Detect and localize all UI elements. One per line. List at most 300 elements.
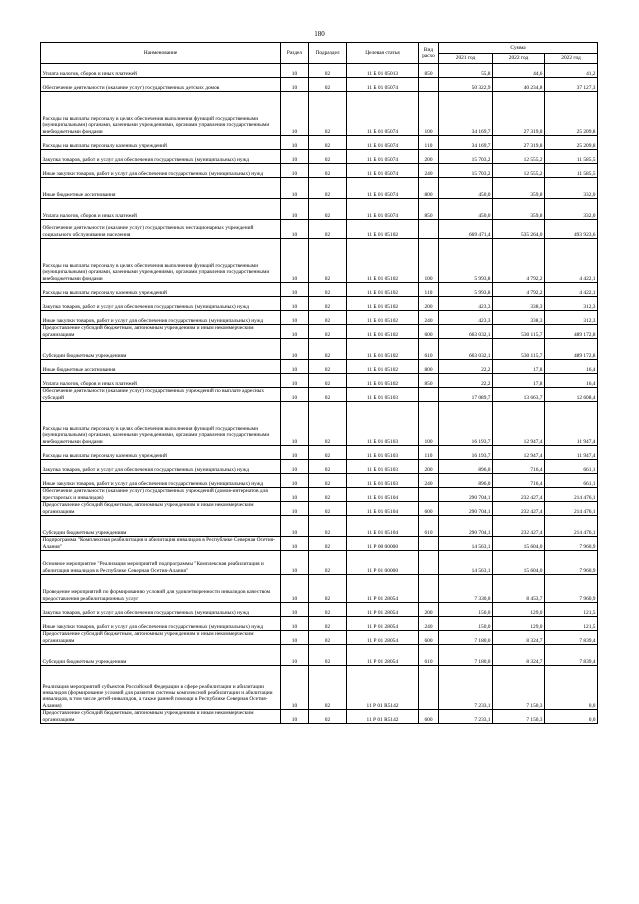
row-podrazdel: 02 xyxy=(309,575,347,603)
row-razdel: 10 xyxy=(281,603,309,617)
row-article: 11 Б 01 05074 xyxy=(347,164,419,178)
row-podrazdel: 02 xyxy=(309,311,347,325)
row-article: 11 Р 01 28054 xyxy=(347,617,419,631)
row-razdel: 10 xyxy=(281,64,309,78)
row-name: Закупка товаров, работ и услуг для обеспечения государственных (муниципальных) нужд xyxy=(41,603,281,617)
row-vid: 850 xyxy=(419,199,439,220)
row-article: 11 Б 01 05103 xyxy=(347,388,419,402)
row-razdel: 10 xyxy=(281,199,309,220)
row-podrazdel: 02 xyxy=(309,516,347,537)
row-vid: 110 xyxy=(419,446,439,460)
page-number: 180 xyxy=(314,30,325,38)
row-sum-2022b: 11 947,4 xyxy=(545,446,598,460)
row-article: 11 Б 01 05074 xyxy=(347,150,419,164)
row-podrazdel: 02 xyxy=(309,239,347,283)
row-podrazdel: 02 xyxy=(309,297,347,311)
table-row xyxy=(41,474,598,488)
row-sum-2022b: 11 585,5 xyxy=(545,164,598,178)
row-sum-2021: 5 993,8 xyxy=(439,239,493,283)
row-name: Подпрограмма "Комплексная реабилитация и абилитация инвалидов в Республике Северная Осетия-Алания" xyxy=(41,537,281,551)
row-sum-2022: 15 604,0 xyxy=(493,537,545,551)
row-sum-2022b: 312,3 xyxy=(545,311,598,325)
table-body xyxy=(41,64,598,724)
row-razdel: 10 xyxy=(281,645,309,666)
row-vid: 600 xyxy=(419,325,439,339)
table-row xyxy=(41,283,598,297)
row-podrazdel: 02 xyxy=(309,460,347,474)
row-vid: 100 xyxy=(419,239,439,283)
row-name: Иные бюджетные ассигнования xyxy=(41,178,281,199)
row-name: Иные закупки товаров, работ и услуг для обеспечения государственных (муниципальных) нужд xyxy=(41,474,281,488)
row-article: 11 Р 01 28054 xyxy=(347,645,419,666)
row-article: 11 Р 01 28054 xyxy=(347,603,419,617)
row-sum-2021: 669 471,4 xyxy=(439,220,493,239)
row-sum-2022b: 7 960,9 xyxy=(545,537,598,551)
row-sum-2022b: 489 172,8 xyxy=(545,339,598,360)
row-vid: 110 xyxy=(419,283,439,297)
table-row xyxy=(41,388,598,402)
row-article: 11 Б 01 05102 xyxy=(347,339,419,360)
row-name: Иные закупки товаров, работ и услуг для обеспечения государственных (муниципальных) нужд xyxy=(41,164,281,178)
row-name: Обеспечение деятельности (оказание услуг) государственных детских домов xyxy=(41,78,281,92)
row-vid xyxy=(419,488,439,502)
row-sum-2022b: 493 923,6 xyxy=(545,220,598,239)
row-razdel: 10 xyxy=(281,164,309,178)
row-sum-2021: 7 180,0 xyxy=(439,631,493,645)
row-sum-2021: 5 993,8 xyxy=(439,283,493,297)
row-sum-2021: 15 703,2 xyxy=(439,150,493,164)
row-name: Предоставление субсидий бюджетным, автономным учреждениям и иным некоммерческим организациям xyxy=(41,502,281,516)
row-sum-2022b: 661,1 xyxy=(545,460,598,474)
table-row xyxy=(41,374,598,388)
row-podrazdel: 02 xyxy=(309,199,347,220)
row-name: Иные закупки товаров, работ и услуг для обеспечения государственных (муниципальных) нужд xyxy=(41,617,281,631)
row-sum-2022: 44,6 xyxy=(493,64,545,78)
row-vid: 800 xyxy=(419,360,439,374)
row-podrazdel: 02 xyxy=(309,603,347,617)
row-vid xyxy=(419,537,439,551)
row-sum-2022: 13 663,7 xyxy=(493,388,545,402)
row-razdel: 10 xyxy=(281,78,309,92)
row-sum-2022b: 7 839,4 xyxy=(545,645,598,666)
row-podrazdel: 02 xyxy=(309,78,347,92)
row-razdel: 10 xyxy=(281,575,309,603)
row-name: Реализация мероприятий субъектов Российской Федерации в сфере реабилитации и абилитации инвалидов (формирование условий для развития системы комплексной реабилитации и абилитации инвалидов, в том числе детей-инвалидов, а также ранней помощи в Республике Северная Осетия-Алания) xyxy=(41,666,281,710)
row-article: 11 Б 01 05074 xyxy=(347,199,419,220)
row-sum-2022: 27 319,8 xyxy=(493,136,545,150)
row-sum-2021: 14 563,1 xyxy=(439,537,493,551)
row-sum-2022: 232 427,4 xyxy=(493,516,545,537)
table-row xyxy=(41,78,598,92)
row-razdel: 10 xyxy=(281,666,309,710)
row-sum-2021: 663 032,1 xyxy=(439,339,493,360)
row-sum-2022: 12 947,4 xyxy=(493,402,545,446)
table-row xyxy=(41,164,598,178)
row-sum-2022b: 37 127,3 xyxy=(545,78,598,92)
row-razdel: 10 xyxy=(281,239,309,283)
row-podrazdel: 02 xyxy=(309,150,347,164)
row-sum-2021: 150,0 xyxy=(439,617,493,631)
row-sum-2022: 359,8 xyxy=(493,199,545,220)
row-article: 11 Б 01 05103 xyxy=(347,474,419,488)
row-razdel: 10 xyxy=(281,283,309,297)
row-name: Расходы на выплаты персоналу в целях обеспечения выполнения функций государственными (муниципальными) органами, казенными учреждениями, органами управления государственными внебюджетными фондами xyxy=(41,402,281,446)
row-article: 11 Б 01 05102 xyxy=(347,360,419,374)
table-row xyxy=(41,239,598,283)
row-podrazdel: 02 xyxy=(309,617,347,631)
row-vid xyxy=(419,666,439,710)
row-sum-2021: 7 233,1 xyxy=(439,710,493,724)
row-podrazdel: 02 xyxy=(309,446,347,460)
row-sum-2021: 22,2 xyxy=(439,374,493,388)
table-row xyxy=(41,551,598,575)
row-article: 11 Б 01 05102 xyxy=(347,297,419,311)
row-sum-2021: 15 703,2 xyxy=(439,164,493,178)
row-razdel: 10 xyxy=(281,516,309,537)
row-razdel: 10 xyxy=(281,311,309,325)
row-vid: 100 xyxy=(419,92,439,136)
table-row xyxy=(41,150,598,164)
table-row xyxy=(41,64,598,78)
row-podrazdel: 02 xyxy=(309,339,347,360)
row-sum-2021: 17 089,7 xyxy=(439,388,493,402)
row-vid xyxy=(419,551,439,575)
row-razdel: 10 xyxy=(281,488,309,502)
table-row xyxy=(41,631,598,645)
row-name: Расходы на выплаты персоналу в целях обеспечения выполнения функций государственными (муниципальными) органами, казенными учреждениями, органами управления государственными внебюджетными фондами xyxy=(41,239,281,283)
header-2022: 2022 год xyxy=(493,54,545,64)
row-name: Основное мероприятие "Реализация мероприятий подпрограммы "Комплексная реабилитация и абилитация инвалидов в Республике Северная Осетия-Алания" xyxy=(41,551,281,575)
row-name: Проведение мероприятий по формированию условий для удовлетворенности инвалидов качеством предоставления реабилитационных услуг xyxy=(41,575,281,603)
row-sum-2021: 22,2 xyxy=(439,360,493,374)
row-sum-2022b: 11 585,5 xyxy=(545,150,598,164)
row-podrazdel: 02 xyxy=(309,488,347,502)
table-row xyxy=(41,488,598,502)
row-name: Уплата налогов, сборов и иных платежей xyxy=(41,199,281,220)
row-sum-2022: 338,3 xyxy=(493,311,545,325)
row-sum-2022b: 7 839,4 xyxy=(545,631,598,645)
row-name: Уплата налогов, сборов и иных платежей xyxy=(41,64,281,78)
row-sum-2022: 17,8 xyxy=(493,374,545,388)
row-vid: 610 xyxy=(419,645,439,666)
row-sum-2022: 15 604,0 xyxy=(493,551,545,575)
table-row xyxy=(41,603,598,617)
row-vid: 200 xyxy=(419,603,439,617)
row-vid: 200 xyxy=(419,150,439,164)
row-razdel: 10 xyxy=(281,388,309,402)
row-razdel: 10 xyxy=(281,150,309,164)
row-sum-2022b: 25 209,8 xyxy=(545,136,598,150)
row-podrazdel: 02 xyxy=(309,136,347,150)
row-article: 11 Б 01 05102 xyxy=(347,220,419,239)
row-article: 11 Б 01 05103 xyxy=(347,402,419,446)
row-sum-2022: 232 427,4 xyxy=(493,502,545,516)
row-vid: 850 xyxy=(419,64,439,78)
row-article: 11 Р 01 R5142 xyxy=(347,710,419,724)
row-sum-2022: 4 792,2 xyxy=(493,239,545,283)
row-podrazdel: 02 xyxy=(309,164,347,178)
row-article: 11 Б 01 05104 xyxy=(347,488,419,502)
row-article: 11 Б 01 05103 xyxy=(347,460,419,474)
row-sum-2022b: 0,0 xyxy=(545,710,598,724)
row-sum-2022b: 12 608,4 xyxy=(545,388,598,402)
row-sum-2021: 16 193,7 xyxy=(439,402,493,446)
row-podrazdel: 02 xyxy=(309,178,347,199)
row-article: 11 Б 01 05074 xyxy=(347,136,419,150)
row-sum-2022b: 312,3 xyxy=(545,297,598,311)
row-sum-2022b: 41,2 xyxy=(545,64,598,78)
row-podrazdel: 02 xyxy=(309,631,347,645)
row-sum-2022: 530 115,7 xyxy=(493,325,545,339)
row-sum-2022: 716,4 xyxy=(493,474,545,488)
row-vid: 240 xyxy=(419,311,439,325)
row-sum-2022: 359,8 xyxy=(493,178,545,199)
row-sum-2021: 450,0 xyxy=(439,178,493,199)
row-vid: 100 xyxy=(419,402,439,446)
row-sum-2022: 535 264,0 xyxy=(493,220,545,239)
row-razdel: 10 xyxy=(281,631,309,645)
row-sum-2022: 716,4 xyxy=(493,460,545,474)
header-name: Наименование xyxy=(41,43,281,64)
row-sum-2022: 129,0 xyxy=(493,603,545,617)
row-sum-2021: 7 233,1 xyxy=(439,666,493,710)
table-row xyxy=(41,92,598,136)
row-vid: 240 xyxy=(419,164,439,178)
row-article: 11 Б 01 05102 xyxy=(347,239,419,283)
row-vid: 200 xyxy=(419,297,439,311)
row-name: Расходы на выплаты персоналу казенных учреждений xyxy=(41,446,281,460)
row-razdel: 10 xyxy=(281,325,309,339)
row-sum-2022: 12 555,2 xyxy=(493,164,545,178)
row-sum-2022b: 4 422,1 xyxy=(545,283,598,297)
row-sum-2022b: 214 476,1 xyxy=(545,516,598,537)
row-name: Обеспечение деятельности (оказание услуг) государственных учреждений (домов-интернатов для престарелых и инвалидов) xyxy=(41,488,281,502)
row-sum-2022: 40 234,8 xyxy=(493,78,545,92)
row-vid: 800 xyxy=(419,178,439,199)
table-row xyxy=(41,360,598,374)
row-name: Расходы на выплаты персоналу казенных учреждений xyxy=(41,136,281,150)
row-name: Субсидии бюджетным учреждениям xyxy=(41,339,281,360)
row-sum-2021: 290 704,1 xyxy=(439,488,493,502)
row-article: 11 Б 01 05104 xyxy=(347,502,419,516)
row-razdel: 10 xyxy=(281,339,309,360)
table-row xyxy=(41,666,598,710)
row-podrazdel: 02 xyxy=(309,645,347,666)
table-row xyxy=(41,446,598,460)
row-podrazdel: 02 xyxy=(309,388,347,402)
table-row xyxy=(41,402,598,446)
row-razdel: 10 xyxy=(281,178,309,199)
table-row xyxy=(41,537,598,551)
table-row xyxy=(41,178,598,199)
row-sum-2021: 150,0 xyxy=(439,603,493,617)
row-article: 11 Б 01 05074 xyxy=(347,78,419,92)
row-vid: 600 xyxy=(419,631,439,645)
row-podrazdel: 02 xyxy=(309,502,347,516)
row-sum-2021: 50 322,9 xyxy=(439,78,493,92)
row-podrazdel: 02 xyxy=(309,537,347,551)
table-row xyxy=(41,617,598,631)
row-name: Уплата налогов, сборов и иных платежей xyxy=(41,374,281,388)
row-sum-2022b: 25 209,8 xyxy=(545,92,598,136)
row-sum-2021: 55,8 xyxy=(439,64,493,78)
row-article: 11 Б 01 05074 xyxy=(347,92,419,136)
row-podrazdel: 02 xyxy=(309,474,347,488)
row-sum-2021: 290 704,1 xyxy=(439,502,493,516)
row-article: 11 Б 01 05102 xyxy=(347,325,419,339)
row-sum-2022b: 214 476,1 xyxy=(545,502,598,516)
header-razdel: Раздел xyxy=(281,43,309,64)
header-sum: Сумма xyxy=(439,43,598,54)
row-vid: 850 xyxy=(419,374,439,388)
table-row xyxy=(41,220,598,239)
row-article: 11 Р 00 00000 xyxy=(347,537,419,551)
row-name: Расходы на выплаты персоналу казенных учреждений xyxy=(41,283,281,297)
row-vid xyxy=(419,78,439,92)
row-sum-2022: 530 115,7 xyxy=(493,339,545,360)
row-name: Предоставление субсидий бюджетным, автономным учреждениям и иным некоммерческим организациям xyxy=(41,631,281,645)
table-row xyxy=(41,710,598,724)
row-razdel: 10 xyxy=(281,402,309,446)
row-razdel: 10 xyxy=(281,220,309,239)
row-article: 11 Б 01 05103 xyxy=(347,446,419,460)
table-row xyxy=(41,460,598,474)
row-name: Предоставление субсидий бюджетным, автономным учреждениям и иным некоммерческим организациям xyxy=(41,710,281,724)
row-name: Закупка товаров, работ и услуг для обеспечения государственных (муниципальных) нужд xyxy=(41,150,281,164)
row-sum-2022b: 11 947,4 xyxy=(545,402,598,446)
row-vid: 610 xyxy=(419,516,439,537)
row-vid xyxy=(419,388,439,402)
row-podrazdel: 02 xyxy=(309,283,347,297)
row-sum-2021: 14 563,1 xyxy=(439,551,493,575)
row-sum-2021: 663 032,1 xyxy=(439,325,493,339)
row-razdel: 10 xyxy=(281,297,309,311)
table-row xyxy=(41,516,598,537)
row-article: 11 Б 01 05074 xyxy=(347,178,419,199)
row-sum-2022b: 214 476,1 xyxy=(545,488,598,502)
row-sum-2022: 7 150,3 xyxy=(493,666,545,710)
row-article: 11 Р 01 28054 xyxy=(347,575,419,603)
row-sum-2022: 12 947,4 xyxy=(493,446,545,460)
row-podrazdel: 02 xyxy=(309,666,347,710)
row-sum-2022: 4 792,2 xyxy=(493,283,545,297)
row-razdel: 10 xyxy=(281,710,309,724)
row-razdel: 10 xyxy=(281,502,309,516)
row-razdel: 10 xyxy=(281,617,309,631)
row-podrazdel: 02 xyxy=(309,220,347,239)
row-sum-2022b: 7 960,9 xyxy=(545,575,598,603)
row-podrazdel: 02 xyxy=(309,360,347,374)
row-podrazdel: 02 xyxy=(309,92,347,136)
header-2022b: 2022 год xyxy=(545,54,598,64)
header-2021: 2021 год xyxy=(439,54,493,64)
row-sum-2022b: 121,5 xyxy=(545,617,598,631)
row-podrazdel: 02 xyxy=(309,374,347,388)
row-sum-2022b: 16,4 xyxy=(545,374,598,388)
row-sum-2022b: 332,0 xyxy=(545,178,598,199)
table-row xyxy=(41,575,598,603)
row-sum-2022: 232 427,4 xyxy=(493,488,545,502)
row-razdel: 10 xyxy=(281,92,309,136)
row-name: Иные бюджетные ассигнования xyxy=(41,360,281,374)
row-sum-2022b: 489 172,8 xyxy=(545,325,598,339)
row-sum-2021: 896,0 xyxy=(439,474,493,488)
row-sum-2021: 896,0 xyxy=(439,460,493,474)
table-row xyxy=(41,311,598,325)
row-article: 11 Б 01 05104 xyxy=(347,516,419,537)
row-name: Субсидии бюджетным учреждениям xyxy=(41,645,281,666)
row-sum-2022: 27 319,8 xyxy=(493,92,545,136)
budget-table xyxy=(40,42,598,724)
row-sum-2022b: 7 960,9 xyxy=(545,551,598,575)
table-row xyxy=(41,645,598,666)
row-sum-2022b: 661,1 xyxy=(545,474,598,488)
row-podrazdel: 02 xyxy=(309,402,347,446)
row-sum-2022: 17,8 xyxy=(493,360,545,374)
row-podrazdel: 02 xyxy=(309,551,347,575)
row-razdel: 10 xyxy=(281,360,309,374)
row-article: 11 Б 01 05102 xyxy=(347,374,419,388)
row-razdel: 10 xyxy=(281,374,309,388)
table-row xyxy=(41,199,598,220)
row-vid: 600 xyxy=(419,710,439,724)
row-razdel: 10 xyxy=(281,136,309,150)
row-article: 11 Б 01 05102 xyxy=(347,311,419,325)
row-sum-2022: 7 150,3 xyxy=(493,710,545,724)
table-row xyxy=(41,297,598,311)
row-name: Закупка товаров, работ и услуг для обеспечения государственных (муниципальных) нужд xyxy=(41,460,281,474)
row-sum-2022b: 332,0 xyxy=(545,199,598,220)
row-sum-2022: 8 324,7 xyxy=(493,631,545,645)
table-row xyxy=(41,136,598,150)
row-name: Обеспечение деятельности (оказание услуг) государственных нестационарных учреждений социального обслуживания населения xyxy=(41,220,281,239)
row-vid: 110 xyxy=(419,136,439,150)
row-vid xyxy=(419,220,439,239)
row-vid: 600 xyxy=(419,502,439,516)
row-sum-2021: 34 169,7 xyxy=(439,92,493,136)
row-sum-2022b: 121,5 xyxy=(545,603,598,617)
row-sum-2021: 423,3 xyxy=(439,311,493,325)
row-sum-2022: 8 324,7 xyxy=(493,645,545,666)
row-vid: 240 xyxy=(419,474,439,488)
row-name: Расходы на выплаты персоналу в целях обеспечения выполнения функций государственными (муниципальными) органами, казенными учреждениями, органами управления государственными внебюджетными фондами xyxy=(41,92,281,136)
row-podrazdel: 02 xyxy=(309,64,347,78)
row-name: Субсидии бюджетным учреждениям xyxy=(41,516,281,537)
row-name: Иные закупки товаров, работ и услуг для обеспечения государственных (муниципальных) нужд xyxy=(41,311,281,325)
row-sum-2021: 290 704,1 xyxy=(439,516,493,537)
header-article: Целевая статья xyxy=(347,43,419,64)
row-vid: 240 xyxy=(419,617,439,631)
row-razdel: 10 xyxy=(281,474,309,488)
row-sum-2021: 34 169,7 xyxy=(439,136,493,150)
row-name: Обеспечение деятельности (оказание услуг) государственных учреждений по выплате адресных субсидий xyxy=(41,388,281,402)
row-sum-2021: 423,3 xyxy=(439,297,493,311)
row-sum-2022: 129,0 xyxy=(493,617,545,631)
row-razdel: 10 xyxy=(281,460,309,474)
row-vid: 610 xyxy=(419,339,439,360)
row-sum-2021: 16 193,7 xyxy=(439,446,493,460)
row-article: 11 Р 01 00000 xyxy=(347,551,419,575)
row-sum-2022b: 16,4 xyxy=(545,360,598,374)
row-article: 11 Р 01 R5142 xyxy=(347,666,419,710)
row-sum-2022b: 4 422,1 xyxy=(545,239,598,283)
row-article: 11 Б 01 05013 xyxy=(347,64,419,78)
row-podrazdel: 02 xyxy=(309,710,347,724)
row-sum-2022: 338,3 xyxy=(493,297,545,311)
row-razdel: 10 xyxy=(281,551,309,575)
table-row xyxy=(41,325,598,339)
row-razdel: 10 xyxy=(281,446,309,460)
